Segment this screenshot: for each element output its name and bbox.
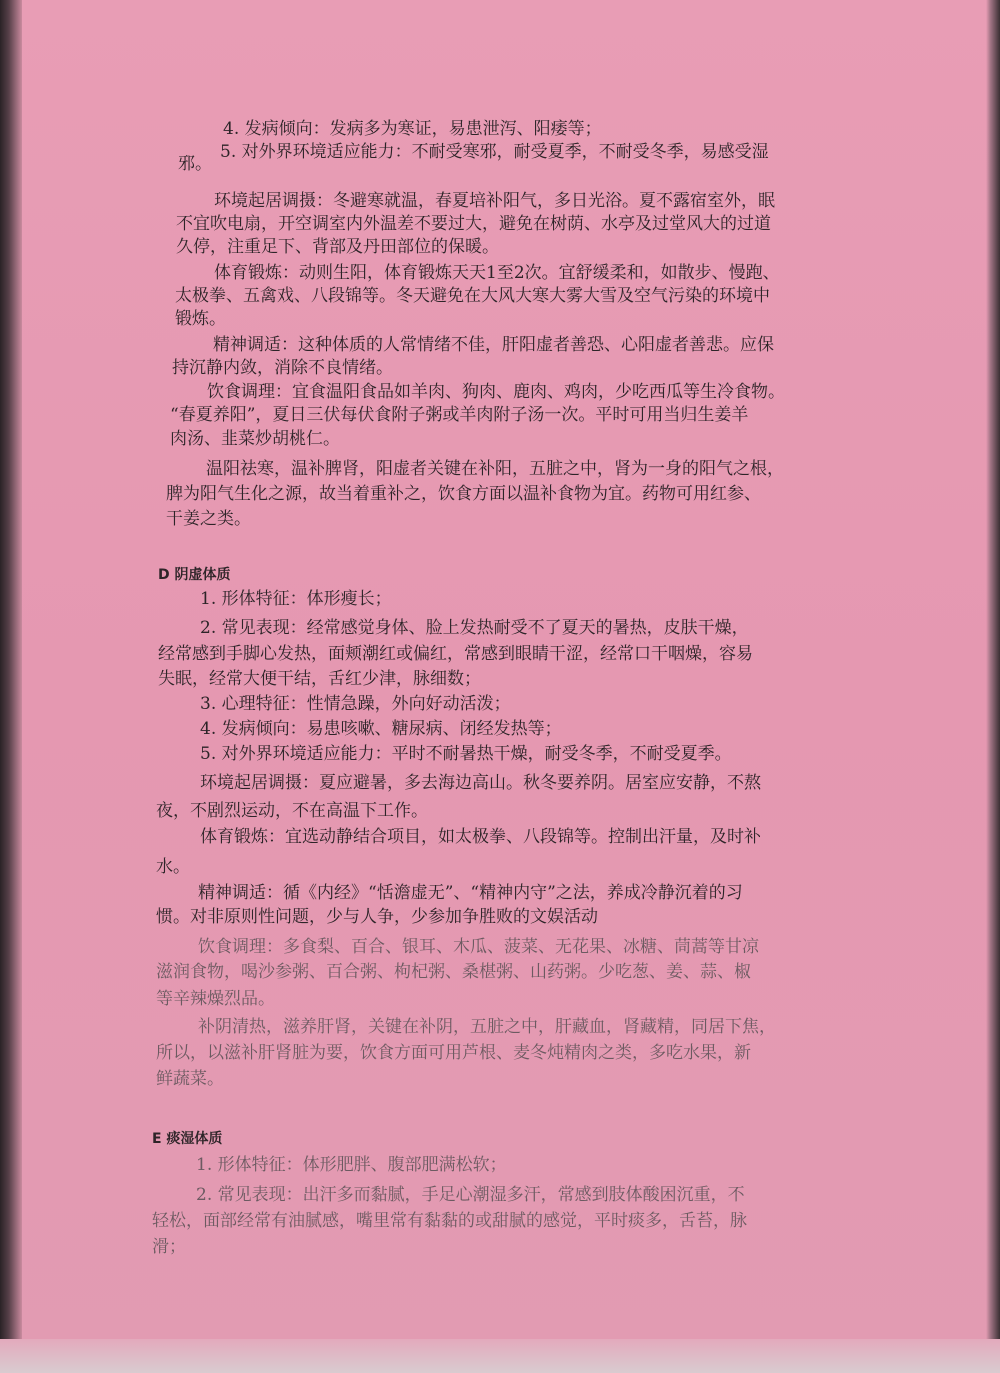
text-line: 鲜蔬菜。 xyxy=(156,1069,224,1089)
text-line: 干姜之类。 xyxy=(166,509,251,529)
text-line: 4. 发病倾向：易患咳嗽、糖尿病、闭经发热等； xyxy=(200,719,562,739)
text-line: 精神调适：循《内经》“恬澹虚无”、“精神内守”之法，养成冷静沉着的习 xyxy=(198,883,743,903)
text-line: 1. 形体特征：体形肥胖、腹部肥满松软； xyxy=(196,1155,507,1175)
text-line: 4. 发病倾向：发病多为寒证，易患泄泻、阳痿等； xyxy=(223,119,602,139)
text-line: 等辛辣燥烈品。 xyxy=(156,989,275,1009)
text-line: 补阴清热，滋养肝肾，关键在补阴，五脏之中，肝藏血，肾藏精，同居下焦， xyxy=(198,1017,776,1037)
text-line: 温阳祛寒，温补脾肾，阳虚者关键在补阳，五脏之中，肾为一身的阳气之根， xyxy=(206,459,784,479)
text-line: 饮食调理：宜食温阳食品如羊肉、狗肉、鹿肉、鸡肉，少吃西瓜等生冷食物。 xyxy=(207,382,785,402)
text-line: 太极拳、五禽戏、八段锦等。冬天避免在大风大寒大雾大雪及空气污染的环境中 xyxy=(175,286,770,306)
section-heading: E 痰湿体质 xyxy=(152,1131,223,1147)
text-line: 环境起居调摄：夏应避暑，多去海边高山。秋冬要养阴。居室应安静，不熬 xyxy=(200,773,761,793)
text-line: 脾为阳气生化之源，故当着重补之，饮食方面以温补食物为宜。药物可用红参、 xyxy=(166,484,761,504)
text-line: 精神调适：这种体质的人常情绪不佳，肝阳虚者善恐、心阳虚者善悲。应保 xyxy=(213,335,774,355)
text-line: 体育锻炼：宜选动静结合项目，如太极拳、八段锦等。控制出汗量，及时补 xyxy=(200,827,761,847)
scan-edge-left xyxy=(0,0,22,1373)
text-line: 饮食调理：多食梨、百合、银耳、木瓜、菠菜、无花果、冰糖、茼蒿等甘凉 xyxy=(198,937,759,957)
text-line: 体育锻炼：动则生阳，体育锻炼天天1至2次。宜舒缓柔和，如散步、慢跑、 xyxy=(214,263,780,283)
text-line: 2. 常见表现：经常感觉身体、脸上发热耐受不了夏天的暑热，皮肤干燥， xyxy=(200,618,749,638)
text-line: 惯。对非原则性问题，少与人争，少参加争胜败的文娱活动 xyxy=(156,907,598,927)
text-line: 3. 心理特征：性情急躁，外向好动活泼； xyxy=(200,694,511,714)
text-line: 失眠，经常大便干结，舌红少津，脉细数； xyxy=(158,669,481,689)
text-line: 环境起居调摄：冬避寒就温，春夏培补阳气，多日光浴。夏不露宿室外，眠 xyxy=(214,191,775,211)
scan-edge-bottom xyxy=(0,1339,1000,1373)
text-line: 5. 对外界环境适应能力：平时不耐暑热干燥，耐受冬季，不耐受夏季。 xyxy=(200,744,732,764)
text-line: “春夏养阳”，夏日三伏每伏食附子粥或羊肉附子汤一次。平时可用当归生姜羊 xyxy=(170,405,749,425)
section-heading: D 阴虚体质 xyxy=(158,567,231,583)
scan-edge-right xyxy=(986,0,1000,1373)
text-line: 滑； xyxy=(152,1237,186,1257)
text-line: 夜，不剧烈运动，不在高温下工作。 xyxy=(156,801,428,821)
text-line: 所以，以滋补肝肾脏为要，饮食方面可用芦根、麦冬炖精肉之类，多吃水果，新 xyxy=(156,1043,751,1063)
text-line: 水。 xyxy=(156,857,190,877)
text-line: 经常感到手脚心发热，面颊潮红或偏红，常感到眼睛干涩，经常口干咽燥，容易 xyxy=(158,644,753,664)
text-line: 1. 形体特征：体形瘦长； xyxy=(200,589,392,609)
text-line: 2. 常见表现：出汗多而黏腻，手足心潮湿多汗，常感到肢体酸困沉重，不 xyxy=(196,1185,745,1205)
text-line: 5. 对外界环境适应能力：不耐受寒邪，耐受夏季，不耐受冬季，易感受湿 xyxy=(220,142,769,162)
text-line: 滋润食物，喝沙参粥、百合粥、枸杞粥、桑椹粥、山药粥。少吃葱、姜、蒜、椒 xyxy=(156,962,751,982)
text-line: 久停，注重足下、背部及丹田部位的保暖。 xyxy=(176,237,499,257)
text-line: 不宜吹电扇，开空调室内外温差不要过大，避免在树荫、水亭及过堂风大的过道 xyxy=(176,214,771,234)
text-line: 持沉静内敛，消除不良情绪。 xyxy=(172,358,393,378)
text-line: 邪。 xyxy=(178,154,212,174)
text-line: 锻炼。 xyxy=(175,309,226,329)
text-line: 肉汤、韭菜炒胡桃仁。 xyxy=(170,429,340,449)
text-line: 轻松，面部经常有油腻感，嘴里常有黏黏的或甜腻的感觉，平时痰多，舌苔，脉 xyxy=(152,1211,747,1231)
